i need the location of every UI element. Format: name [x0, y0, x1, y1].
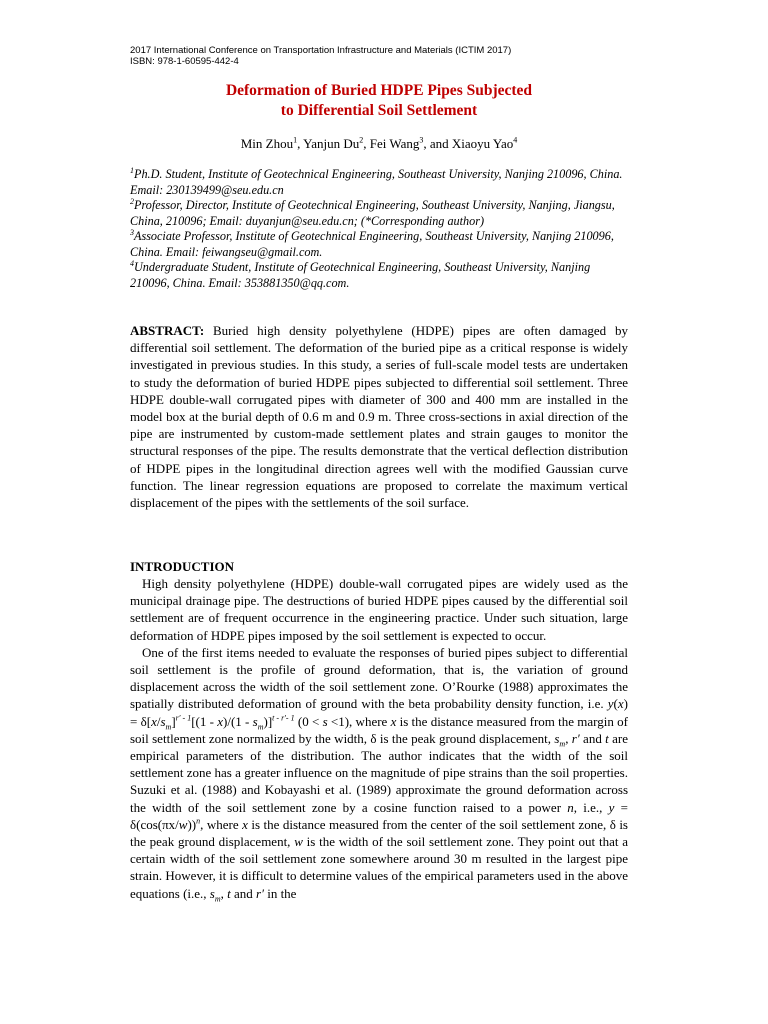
author-mark: 4 [513, 135, 518, 145]
affiliation-text: Associate Professor, Institute of Geotechnical Engineering, Southeast University, Nanjing 210096, China. Email: feiwangseu@gmail.com. [130, 229, 614, 259]
abstract-text: Buried high density polyethylene (HDPE) pipes are often damaged by differential soil settlement. The deformation of the buried pipe as a critical response is widely investigated in previous studies. In this study, a series of full-scale model tests are undertaken to study the deformation of buried HDPE pipes subjected to differential soil settlement. Three HDPE double-wall corrugated pipes with diameter of 300 and 400 mm are installed in the model box at the burial depth of 0.6 m and 0.9 m. Three cross-sections in axial direction of the pipe are instrumented by custom-made settlement plates and strain gauges to monitor the structural responses of the pipe. The results demonstrate that the vertical deflection distribution of HDPE pipes in the longitudinal direction agrees well with the modified Gaussian curve function. The linear regression equations are proposed to correlate the maximum vertical displacement of the pipes with the settlements of the soil surface. [130, 323, 628, 511]
title-line-2: to Differential Soil Settlement [280, 102, 478, 119]
introduction-body [130, 575, 628, 902]
author-sep: , [297, 136, 304, 151]
author-name: Yanjun Du [303, 136, 360, 151]
author-sep: , [363, 136, 370, 151]
affiliation-item [130, 229, 630, 260]
affiliation-item [130, 260, 630, 291]
affiliation-mark: 4 [130, 258, 134, 268]
abstract-label: ABSTRACT: [130, 323, 205, 338]
author-list [130, 136, 628, 151]
conference-header [130, 45, 511, 67]
affiliation-text: Ph.D. Student, Institute of Geotechnical Engineering, Southeast University, Nanjing 210096, China. Email: 230139499@seu.edu.cn [130, 167, 623, 197]
author-mark: 1 [293, 135, 298, 145]
affiliations [130, 167, 630, 291]
affiliation-mark: 2 [130, 196, 134, 206]
affiliation-text: Undergraduate Student, Institute of Geotechnical Engineering, Southeast University, Nanjing 210096, China. Email: 353881350@qq.com. [130, 260, 591, 290]
paragraph: One of the first items needed to evaluate the responses of buried pipes subject to differential soil settlement is the profile of ground deformation, that is, the variation of ground displacement across the width of the soil settlement zone. O’Rourke (1988) approximates the spatially distributed deformation of ground with the beta probability density function, i.e. $y(x) = \delta[x/s_m]^{r' - 1}[(1 - x)/(1 - s_m)]^{t - r'- 1}$ (0 < s <1), where x is the distance measured from the margin of soil settlement zone normalized by the width, δ is the peak ground displacement, $s_m$, r′ and t are empirical parameters of the distribution. The author indicates that the width of the soil settlement zone has a greater influence on the magnitude of pipe strains than the soil properties. Suzuki et al. (1988) and Kobayashi et al. (1989) approximate the ground deformation across the width of the soil settlement zone by a cosine function raised to a power n, i.e., $y = \delta(\cos(\pi x/w))^n$, where x is the distance measured from the center of the soil settlement zone, δ is the peak ground displacement, w is the width of the soil settlement zone. They point out that a certain width of the soil settlement zone somewhere around 30 m resulted in the largest pipe strain. However, it is difficult to determine values of the empirical parameters used in the above equations (i.e., $s_m$, t and r′ in the [130, 644, 629, 904]
isbn: ISBN: 978-1-60595-442-4 [130, 56, 239, 67]
author-name: Xiaoyu Yao [451, 136, 514, 151]
introduction-heading: INTRODUCTION [130, 559, 235, 574]
affiliation-item [130, 198, 630, 229]
author-name: Min Zhou [240, 136, 294, 151]
author-mark: 3 [419, 135, 424, 145]
author-mark: 2 [359, 135, 364, 145]
affiliation-mark: 1 [130, 165, 134, 175]
paper-title [130, 81, 628, 121]
abstract [130, 322, 628, 511]
author-sep: , and [423, 136, 452, 151]
title-line-1: Deformation of Buried HDPE Pipes Subjected [225, 82, 533, 99]
affiliation-mark: 3 [130, 227, 134, 237]
author-name: Fei Wang [369, 136, 420, 151]
paragraph: High density polyethylene (HDPE) double-wall corrugated pipes are widely used as the municipal drainage pipe. The destructions of buried HDPE pipes caused by the differential soil settlement are of frequent occurrence in the engineering practice. Under such situation, large deformation of HDPE pipes imposed by the soil settlement is expected to occur. [130, 576, 628, 643]
affiliation-item [130, 167, 630, 198]
affiliation-text: Professor, Director, Institute of Geotechnical Engineering, Southeast University, Nanjing, Jiangsu, China, 210096; Email: duyanjun@seu.edu.cn; (*Corresponding author) [130, 198, 615, 228]
conference-name: 2017 International Conference on Transportation Infrastructure and Materials (ICTIM 2017) [130, 45, 512, 56]
